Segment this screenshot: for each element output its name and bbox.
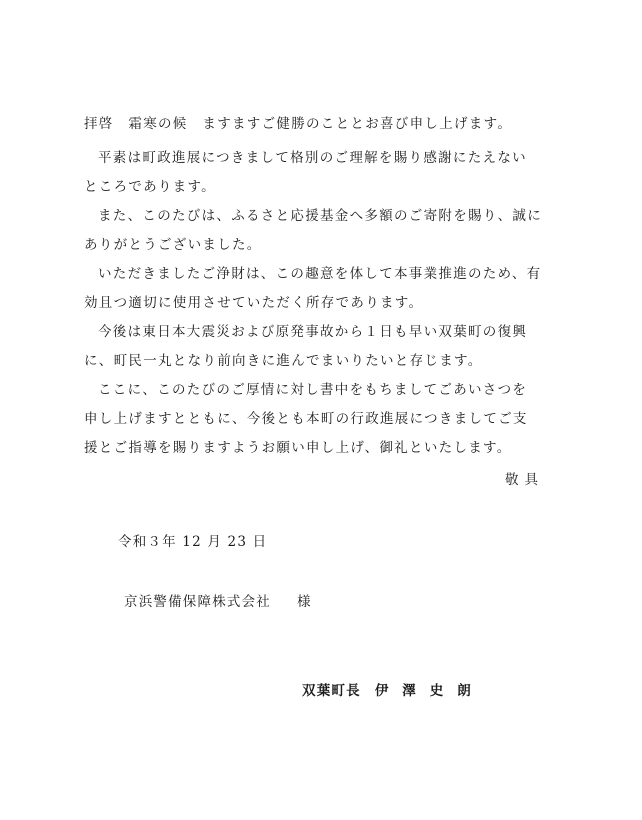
body-line: 平素は町政進展につきまして格別のご理解を賜り感謝にたえない [98, 150, 527, 166]
body-line: 今後は東日本大震災および原発事故から１日も早い双葉町の復興 [98, 324, 528, 340]
body-line: ここに、このたびのご厚情に対し書中をもちましてごあいさつを [98, 382, 528, 398]
body-line: 効且つ適切に使用させていただく所存であります。 [84, 295, 424, 311]
body-line: 申し上げますとともに、今後とも本町の行政進展につきましてご支 [84, 411, 528, 427]
greeting-line: 拝啓 霜寒の候 ますますご健勝のこととお喜び申し上げます。 [84, 116, 513, 132]
recipient-honorific: 様 [297, 594, 312, 610]
recipient [124, 590, 312, 610]
sender-title: 双葉町長 [302, 683, 361, 699]
body-line: また、このたびは、ふるさと応援基金へ多額のご寄附を賜り、誠に [98, 208, 542, 224]
letter-date: 令和３年 12 月 23 日 [118, 534, 268, 550]
closing-phrase: 敬具 [505, 472, 544, 488]
body-line: いただきましたご浄財は、この趣意を体して本事業推進のため、有 [98, 266, 542, 282]
body-line: ところであります。 [84, 179, 216, 195]
body-line: ありがとうございました。 [84, 237, 262, 253]
body-line: に、町民一丸となり前向きに進んでまいりたいと存じます。 [84, 353, 483, 369]
sender [302, 679, 485, 699]
sender-name: 伊澤史朗 [374, 683, 485, 699]
body-line: 援とご指導を賜りますようお願い申し上げ、御礼といたします。 [84, 440, 512, 456]
recipient-name: 京浜警備保障株式会社 [124, 594, 271, 610]
